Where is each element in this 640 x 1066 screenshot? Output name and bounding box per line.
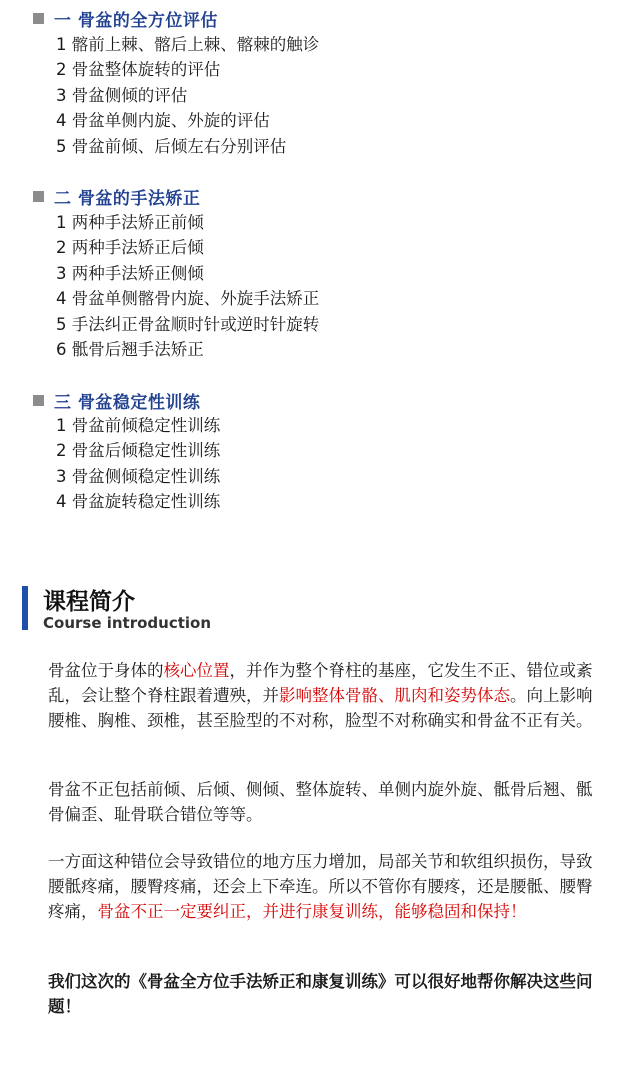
text-run: 一方面这种错位会导致错位的地方压力增加，局部关节和软组织损伤，导致腰骶疼痛，腰臀疼痛，还会上下牵连。所以不管你有腰疼，还是腰骶、腰臀疼痛， <box>48 852 593 921</box>
square-bullet-icon <box>33 395 44 406</box>
square-bullet-icon <box>33 191 44 202</box>
list-item: 4 骨盆单侧髂骨内旋、外旋手法矫正 <box>56 289 320 308</box>
section-title: 一 骨盆的全方位评估 <box>54 10 218 31</box>
text-run: 骨盆位于身体的 <box>48 661 164 680</box>
section-heading <box>33 184 200 208</box>
highlight-text: 骨盆不正一定要纠正，并进行康复训练，能够稳固和保持！ <box>97 902 527 921</box>
highlight-text: 影响整体骨骼、肌肉和姿势体态 <box>279 686 510 705</box>
square-bullet-icon <box>33 13 44 24</box>
section-title: 三 骨盆稳定性训练 <box>54 392 201 413</box>
list-item: 1 骨盆前倾稳定性训练 <box>56 416 221 435</box>
list-item: 3 两种手法矫正侧倾 <box>56 264 204 283</box>
intro-paragraph-3 <box>48 849 598 924</box>
section-heading <box>33 6 218 30</box>
list-item: 2 骨盆整体旋转的评估 <box>56 60 221 79</box>
intro-paragraph-1 <box>48 658 598 733</box>
course-subtitle: Course introduction <box>43 614 212 632</box>
accent-bar <box>22 586 28 630</box>
list-item: 1 两种手法矫正前倾 <box>56 213 204 232</box>
text-run: 。向上影响腰椎、胸椎、颈椎，甚至脸型的不对称，脸型不对称确实和骨盆不正有关。 <box>48 686 593 730</box>
list-item: 6 骶骨后翘手法矫正 <box>56 340 204 359</box>
list-item: 4 骨盆单侧内旋、外旋的评估 <box>56 111 270 130</box>
course-title: 课程简介 <box>43 589 135 615</box>
list-item: 5 手法纠正骨盆顺时针或逆时针旋转 <box>56 315 320 334</box>
list-item: 2 两种手法矫正后倾 <box>56 238 204 257</box>
section-title: 二 骨盆的手法矫正 <box>54 188 201 209</box>
section-heading <box>33 388 200 412</box>
list-item: 3 骨盆侧倾稳定性训练 <box>56 467 221 486</box>
list-item: 1 髂前上棘、髂后上棘、髂棘的触诊 <box>56 35 320 54</box>
text-run: ，并作为整个脊柱的基座，它发生不正、错位或紊乱，会让整个脊柱跟着遭殃，并 <box>48 661 593 705</box>
list-item: 2 骨盆后倾稳定性训练 <box>56 441 221 460</box>
intro-paragraph-2: 骨盆不正包括前倾、后倾、侧倾、整体旋转、单侧内旋外旋、骶骨后翘、骶骨偏歪、耻骨联合错位等等。 <box>48 780 593 824</box>
intro-paragraph-4: 我们这次的《骨盆全方位手法矫正和康复训练》可以很好地帮你解决这些问题！ <box>48 972 593 1016</box>
list-item: 3 骨盆侧倾的评估 <box>56 86 188 105</box>
list-item: 5 骨盆前倾、后倾左右分别评估 <box>56 137 287 156</box>
highlight-text: 核心位置 <box>163 661 230 680</box>
list-item: 4 骨盆旋转稳定性训练 <box>56 492 221 511</box>
